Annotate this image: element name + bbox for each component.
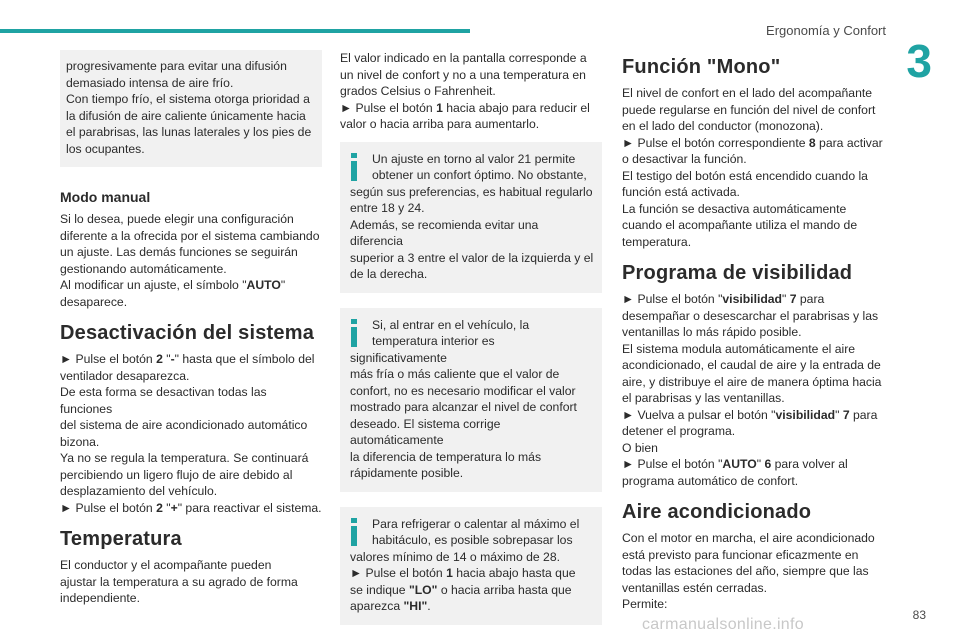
column-right	[622, 50, 884, 613]
heading-temperature: Temperatura	[60, 528, 182, 550]
chapter-number: 3	[906, 35, 932, 87]
page-number: 83	[912, 608, 926, 622]
info-box-comfort-value: Un ajuste en torno al valor 21 permite obtener un confort óptimo. No obstante, según sus preferencias, es habitual regularlo entre 18 y 24. Además, se recomienda evitar una diferencia superior a 3 entre el valor de la izquierda y el de la derecha.	[340, 142, 602, 293]
watermark: carmanualsonline.info	[642, 616, 804, 633]
info-box-interior-temperature: Si, al entrar en el vehículo, la temperatura interior es significativamente más fría o más caliente que el valor de confort, no es necesario modificar el valor mostrado para alcanzar el nivel de confort deseado. El sistema corrige automáticamente la diferencia de temperatura lo más rápidamente posible.	[340, 308, 602, 492]
heading-manual-mode: Modo manual	[60, 189, 151, 205]
info-icon	[351, 518, 359, 546]
box-text: progresivamente para evitar una difusión demasiado intensa de aire frío. Con tiempo frío, el sistema otorga prioridad a la difusión de aire caliente únicamente hacia el parabrisas, las lunas laterales y los pies de los ocupantes.	[66, 59, 312, 156]
air-conditioning-text: Con el motor en marcha, el aire acondicionado está previsto para funcionar eficazmente en todas las estaciones del año, siempre que las ventanillas estén cerradas. Permite:	[622, 531, 875, 611]
heading-mono-function: Función "Mono"	[622, 56, 781, 78]
heading-system-deactivation: Desactivación del sistema	[60, 322, 315, 344]
info-icon	[351, 153, 359, 181]
info-box-max-heating-cooling: Para refrigerar o calentar al máximo el habitáculo, es posible sobrepasar los valores mínimo de 14 o máximo de 28. ► Pulse el botón 1 hacia abajo hasta que se indique "LO" o hacia arriba hasta que aparezca "HI".	[340, 507, 602, 625]
header-accent-bar	[0, 29, 470, 33]
heading-visibility-program: Programa de visibilidad	[622, 262, 853, 284]
deactivation-text: ► Pulse el botón 2 "-" hasta que el símbolo del ventilador desaparezca. De esta forma se desactivan todas las funciones del sistema de aire acondicionado automático bizona. Ya no se regula la temperatura. Se continuará percibiendo un ligero flujo de aire debido al desplazamiento del vehículo. ► Pulse el botón 2 "+" para reactivar el sistema.	[60, 352, 322, 515]
mono-function-text: El nivel de confort en el lado del acompañante puede regularse en función del nivel de confort en el lado del conductor (monozona). ► Pulse el botón correspondiente 8 para activar o desactivar la función. El testigo del botón está encendido cuando la función está activada. La función se desactiva automáticamente cuando el acompañante utiliza el mando de temperatura.	[622, 86, 883, 249]
temperature-text: El conductor y el acompañante pueden ajustar la temperatura a su agrado de forma independiente.	[60, 558, 298, 605]
section-header-title: Ergonomía y Confort	[766, 23, 886, 38]
temperature-value-text: El valor indicado en la pantalla corresponde a un nivel de confort y no a una temperatura en grados Celsius o Fahrenheit. ► Pulse el botón 1 hacia abajo para reducir el valor o hacia arriba para aumentarlo.	[340, 51, 590, 131]
info-icon	[351, 319, 359, 347]
visibility-program-text: ► Pulse el botón "visibilidad" 7 para desempañar o desescarchar el parabrisas y las ventanillas lo más rápido posible. El sistema modula automáticamente el aire acondicionado, el caudal de aire y la entrada de aire, y distribuye el aire de manera óptima hacia el parabrisas y las ventanillas. ► Vuelva a pulsar el botón "visibilidad" 7 para detener el programa. O bien ► Pulse el botón "AUTO" 6 para volver al programa automático de confort.	[622, 292, 882, 488]
continued-note-box	[60, 50, 322, 167]
heading-air-conditioning: Aire acondicionado	[622, 501, 812, 523]
column-left	[60, 50, 322, 607]
manual-mode-text: Si lo desea, puede elegir una configuración diferente a la ofrecida por el sistema cambiando un ajuste. Las demás funciones se seguirán gestionando automáticamente. Al modificar un ajuste, el símbolo "AUTO" desaparece.	[60, 212, 320, 309]
column-middle	[340, 50, 602, 640]
